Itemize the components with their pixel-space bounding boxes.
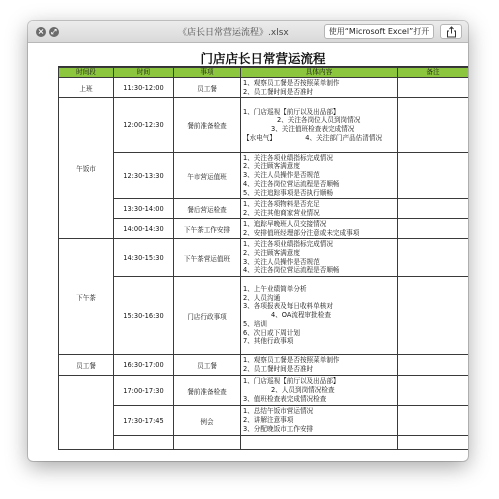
remark-cell[interactable]: [398, 78, 469, 98]
content-cell[interactable]: 1、关注各项业绩指标完成情况 2、关注顾客满意度 3、关注人员操作是否规范 4、关注各岗位营运流程是否顺畅 5、关注追踪事项是否执行顺畅: [241, 153, 398, 199]
time-cell[interactable]: 12:00-12:30: [114, 98, 174, 153]
time-cell[interactable]: 17:30-17:45: [114, 406, 174, 436]
table-row: [59, 78, 469, 98]
header-item: 事项: [174, 68, 241, 78]
spreadsheet-sheet[interactable]: [58, 51, 468, 461]
table-row: [59, 219, 469, 239]
period-cell[interactable]: [59, 376, 114, 450]
remark-cell[interactable]: [398, 436, 469, 450]
remark-cell[interactable]: [398, 406, 469, 436]
remark-cell[interactable]: [398, 199, 469, 219]
time-cell[interactable]: 13:30-14:00: [114, 199, 174, 219]
remark-cell[interactable]: [398, 153, 469, 199]
schedule-table: [58, 67, 468, 450]
open-with-excel-button[interactable]: 使用“Microsoft Excel”打开: [324, 24, 434, 39]
header-period: 时间段: [59, 68, 114, 78]
preview-window: [28, 21, 468, 461]
content-cell[interactable]: 1、关注各项物料是否充足 2、关注其他商家营业情况: [241, 199, 398, 219]
item-cell[interactable]: 餐前准备检查: [174, 376, 241, 406]
item-cell[interactable]: [174, 436, 241, 450]
table-row: [59, 239, 469, 277]
item-cell[interactable]: 下午茶营运值班: [174, 239, 241, 277]
content-cell[interactable]: 1、追踪早晚班人员交接情况 2、安排值班经理部分注意或未完成事项: [241, 219, 398, 239]
content-cell[interactable]: 1、门店巡视【前厅以及出品部】 2、人员到岗情况检查 3、值班检查表完成情况检查: [241, 376, 398, 406]
item-cell[interactable]: 餐后营运检查: [174, 199, 241, 219]
period-cell[interactable]: 下午茶: [59, 239, 114, 355]
time-cell[interactable]: 14:00-14:30: [114, 219, 174, 239]
remark-cell[interactable]: [398, 239, 469, 277]
time-cell[interactable]: [114, 436, 174, 450]
table-row: [59, 376, 469, 406]
item-cell[interactable]: 员工餐: [174, 355, 241, 376]
header-row: [59, 68, 469, 78]
table-row: [59, 199, 469, 219]
table-row: [59, 436, 469, 450]
document-title: 门店店长日常营运流程: [58, 51, 468, 67]
time-cell[interactable]: 11:30-12:00: [114, 78, 174, 98]
header-remark: 备注: [398, 68, 469, 78]
period-cell[interactable]: 上班: [59, 78, 114, 98]
content-cell[interactable]: 1、上午业绩简单分析 2、人员沟通 3、各项报表及每日收料单核对 4、OA流程审批检查 5、培训 6、次日或下周计划 7、其他行政事项: [241, 277, 398, 355]
remark-cell[interactable]: [398, 376, 469, 406]
item-cell[interactable]: 下午茶工作安排: [174, 219, 241, 239]
time-cell[interactable]: 17:00-17:30: [114, 376, 174, 406]
remark-cell[interactable]: [398, 219, 469, 239]
time-cell[interactable]: 14:30-15:30: [114, 239, 174, 277]
header-content: 具体内容: [241, 68, 398, 78]
table-row: [59, 406, 469, 436]
remark-cell[interactable]: [398, 277, 469, 355]
remark-cell[interactable]: [398, 355, 469, 376]
close-icon[interactable]: ×: [37, 27, 45, 36]
content-cell[interactable]: 1、观察员工餐是否按照菜单制作 2、员工餐时间是否准时: [241, 78, 398, 98]
item-cell[interactable]: 门店行政事项: [174, 277, 241, 355]
title-bar: [28, 21, 468, 43]
table-row: [59, 355, 469, 376]
time-cell[interactable]: 12:30-13:30: [114, 153, 174, 199]
item-cell[interactable]: 员工餐: [174, 78, 241, 98]
content-cell[interactable]: 1、关注各项业绩指标完成情况 2、关注顾客满意度 3、关注人员操作是否规范 4、关注各岗位营运流程是否顺畅: [241, 239, 398, 277]
table-row: [59, 153, 469, 199]
content-cell[interactable]: 1、门店巡视【前厅以及出品部】 2、关注各岗位人员到岗情况 3、关注值班检查表完成情况 【水电气】 4、关注部门产品估清情况: [241, 98, 398, 153]
share-icon: [446, 26, 457, 38]
fullscreen-icon[interactable]: ⤢: [49, 27, 59, 37]
header-time: 时间: [114, 68, 174, 78]
content-cell[interactable]: [241, 436, 398, 450]
item-cell[interactable]: 午市营运值班: [174, 153, 241, 199]
time-cell[interactable]: 15:30-16:30: [114, 277, 174, 355]
content-cell[interactable]: 1、观察员工餐是否按照菜单制作 2、员工餐时间是否准时: [241, 355, 398, 376]
table-row: [59, 98, 469, 153]
time-cell[interactable]: 16:30-17:00: [114, 355, 174, 376]
window-title: 《店长日常营运流程》.xlsx: [178, 28, 289, 38]
table-row: [59, 277, 469, 355]
period-cell[interactable]: 员工餐: [59, 355, 114, 376]
content-cell[interactable]: 1、总结午饭市营运情况 2、讲解注意事项 3、分配晚饭市工作安排: [241, 406, 398, 436]
period-cell[interactable]: 午饭市: [59, 98, 114, 239]
remark-cell[interactable]: [398, 98, 469, 153]
share-button[interactable]: [440, 24, 462, 39]
item-cell[interactable]: 餐前准备检查: [174, 98, 241, 153]
item-cell[interactable]: 例会: [174, 406, 241, 436]
